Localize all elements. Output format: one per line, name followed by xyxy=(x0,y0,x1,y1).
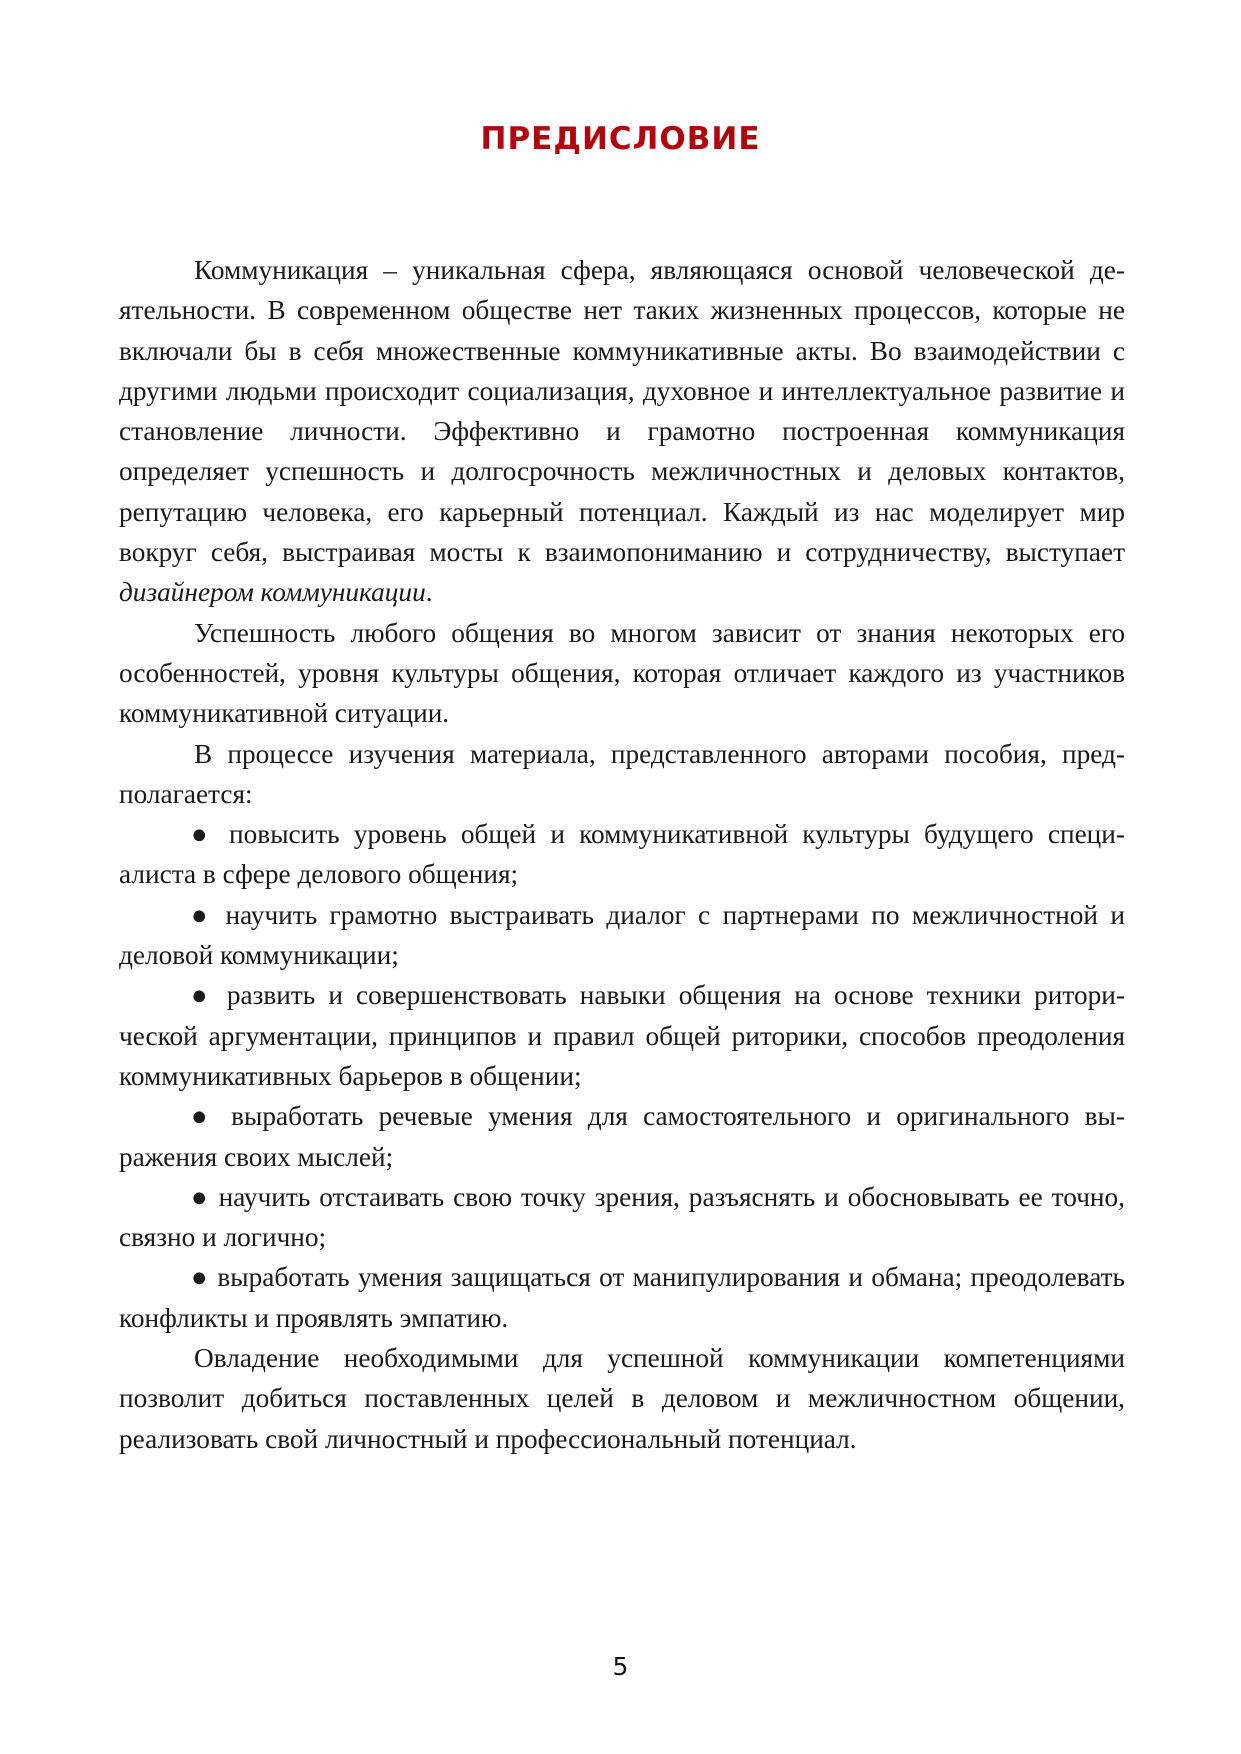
paragraph-success: Успешность любого общения во многом зависит от знания некоторых его особенностей, уровня культуры общения, которая отличает каждого из участников коммуникативной ситуации. xyxy=(119,617,1125,729)
list-item: ● повысить уровень общей и коммуникативной культуры будущего специалиста в сфере делового общения; xyxy=(119,819,1125,890)
paragraph-intro-end: . xyxy=(425,577,433,608)
list-item: ● развить и совершенствовать навыки общения на основе техники риторической аргументации, принципов и правил общей риторики, способов преодоления коммуникативных барьеров в общении; xyxy=(119,980,1125,1091)
list-item: ● научить отстаивать свою точку зрения, разъяснять и обосновывать ее точно, связно и логично; xyxy=(119,1181,1125,1253)
page-title: ПРЕДИСЛОВИЕ xyxy=(480,121,761,157)
page-number: 5 xyxy=(612,1652,629,1681)
body-text xyxy=(119,250,1125,1459)
list-item: ● научить грамотно выстраивать диалог с партнерами по межличностной и деловой коммуникации; xyxy=(119,899,1125,971)
paragraph-study: В процессе изучения материала, представленного авторами пособия, предполагается: xyxy=(119,738,1125,809)
italic-term: дизайнером коммуникации xyxy=(119,577,426,608)
list-item: ● выработать умения защищаться от манипулирования и обмана; преодолевать конфликты и проявлять эмпатию. xyxy=(119,1262,1125,1333)
paragraph-intro xyxy=(119,250,1125,613)
paragraph-intro-text: Коммуникация – уникальная сфера, являющаяся основой человеческой деятельности. В современном обществе нет таких жизненных процессов, которые не включали бы в себя множественные коммуникативные акты. Во взаимодействии с другими людьми происходит социализация, духовное и интеллектуальное развитие и становление личности. Эффективно и грамотно построенная коммуникация определяет успешность и долгосрочность межличностных и деловых контактов, репутацию человека, его карьерный потенциал. Каждый из нас моделирует мир вокруг себя, выстраивая мосты к взаимопониманию и сотрудничеству, выступает xyxy=(119,255,1125,568)
list-item: ● выработать речевые умения для самостоятельного и оригинального выражения своих мыслей; xyxy=(119,1101,1125,1172)
paragraph-conclusion: Овладение необходимыми для успешной коммуникации компетенциями позволит добиться поставленных целей в деловом и межличностном общении, реализовать свой личностный и профессиональный потенциал. xyxy=(119,1343,1125,1454)
